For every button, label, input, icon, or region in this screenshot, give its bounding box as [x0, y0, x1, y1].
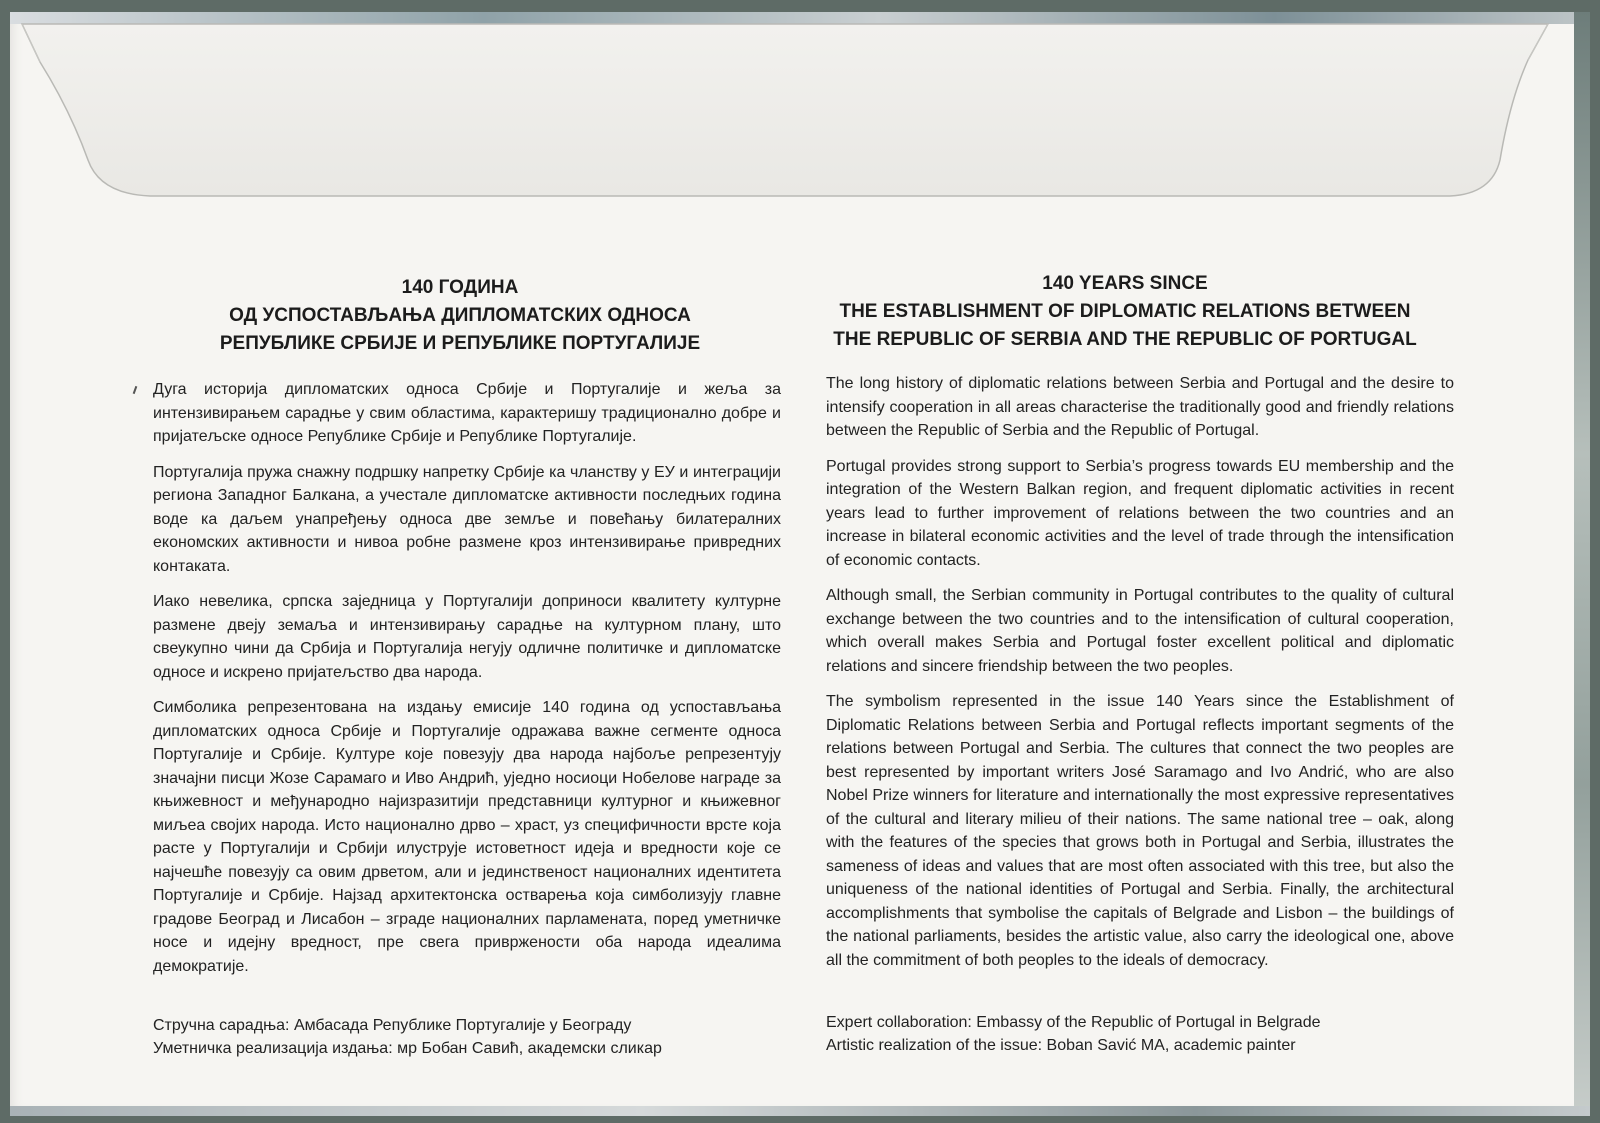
serbian-heading-line-1: 140 ГОДИНА [401, 277, 519, 298]
serbian-paragraph-3: Иако невелика, српска заједница у Португалији доприноси квалитету културне размене двеју земаља и интензивирању сарадње на културном плану, што свеукупно чини да Србија и Португалија негују одличне политичке и дипломатске односе и искрено пријатељство два народа. [153, 593, 781, 681]
serbian-heading-line-2: ОД УСПОСТАВЉАЊА ДИПЛОМАТСКИХ ОДНОСА [229, 305, 691, 326]
serbian-paragraph-4: Симболика репрезентована на издању емисије 140 година од успостављања дипломатских односа Србије и Португалије одражава важне сегменте односа Португалије и Србије. Културе које повезују два народа најбоље репрезентују значајни писци Жозе Сарамаго и Иво Андрић, уједно носиоци Нобелове награде за књижевност и међународно најизразитији представници културног и књижевног миљеа својих народа. Исто национално дрво – храст, уз специфичности врсте која расте у Португалији и Србији илуструје истоветност идеја и вредности које се најчешће повезују са овим дрветом, али и јединственост националних идентитета Португалије и Србије. Најзад архитектонска остварења која симболизују главне градове Београд и Лисабон – зграде националних парламената, поред уметничке носе и идејну вредност, пре свега привржености оба народа идеалима демократије. [153, 699, 781, 975]
english-paragraph-4: The symbolism represented in the issue 140 Years since the Establishment of Diplomatic Relations between Serbia and Portugal reflects important segments of the relations between Portugal and Serbia. The cultures that connect the two peoples are best represented by important writers José Saramago and Ivo Andrić, who are also Nobel Prize winners for literature and internationally the most expressive representatives of the cultural and literary milieu of their nations. The same national tree – oak, along with the features of the species that grows both in Portugal and Serbia, illustrates the sameness of ideas and values that are most often associated with this tree, but also the uniqueness of the national identities of Portugal and Serbia. Finally, the architectural accomplishments that symbolise the capitals of Belgrade and Lisbon – the buildings of the national parliaments, besides the artistic value, also carry the ideological one, above all the commitment of both peoples to the ideals of democracy. [826, 693, 1454, 969]
serbian-text-column [153, 378, 781, 990]
serbian-heading [140, 274, 780, 358]
serbian-credit-artist: Уметничка реализација издања: мр Бобан Савић, академски сликар [153, 1040, 662, 1057]
english-text-column [826, 372, 1454, 984]
english-heading [810, 270, 1440, 354]
english-credit-artist: Artistic realization of the issue: Boban Savić MA, academic painter [826, 1037, 1296, 1054]
english-heading-line-2: THE ESTABLISHMENT OF DIPLOMATIC RELATIONS BETWEEN [839, 301, 1411, 322]
serbian-credit-collaboration: Стручна сарадња: Амбасада Републике Португалије у Београду [153, 1017, 632, 1034]
english-paragraph-2: Portugal provides strong support to Serbia’s progress towards EU membership and the integration of the Western Balkan region, and frequent diplomatic activities in recent years lead to further improvement of relations between the two countries and an increase in bilateral economic activities and the level of trade through the intensification of economic contacts. [826, 457, 1454, 569]
english-heading-line-3: THE REPUBLIC OF SERBIA AND THE REPUBLIC OF PORTUGAL [833, 329, 1417, 350]
english-heading-line-1: 140 YEARS SINCE [1042, 273, 1208, 294]
serbian-paragraph-2: Португалија пружа снажну подршку напретку Србије ка чланству у ЕУ и интеграцији региона Западног Балкана, а учестале дипломатске активности последњих година воде ка даљем унапређењу односа две земље и повећању билатералних економских активности и нивоа робне размене кроз интензивирање привредних контаката. [153, 463, 781, 575]
english-credit-collaboration: Expert collaboration: Embassy of the Republic of Portugal in Belgrade [826, 1014, 1321, 1031]
serbian-paragraph-1: Дуга историја дипломатских односа Србије и Португалије и жеља за интензивирањем сарадње у свим областима, карактеришу традиционално добре и пријатељске односе Републике Србије и Републике Португалије. [153, 381, 781, 445]
serbian-heading-line-3: РЕПУБЛИКЕ СРБИЈЕ И РЕПУБЛИКЕ ПОРТУГАЛИЈЕ [219, 333, 701, 354]
serbian-credits [153, 1014, 793, 1060]
english-paragraph-1: The long history of diplomatic relations between Serbia and Portugal and the desire to intensify cooperation in all areas characterise the traditionally good and friendly relations between the Republic of Serbia and the Republic of Portugal. [826, 375, 1454, 439]
english-credits [826, 1011, 1466, 1057]
english-paragraph-3: Although small, the Serbian community in Portugal contributes to the quality of cultural exchange between the two countries and to the intensification of cultural cooperation, which overall makes Serbia and Portugal foster excellent political and diplomatic relations and sincere friendship between the two peoples. [826, 587, 1454, 675]
margin-mark [133, 386, 138, 394]
